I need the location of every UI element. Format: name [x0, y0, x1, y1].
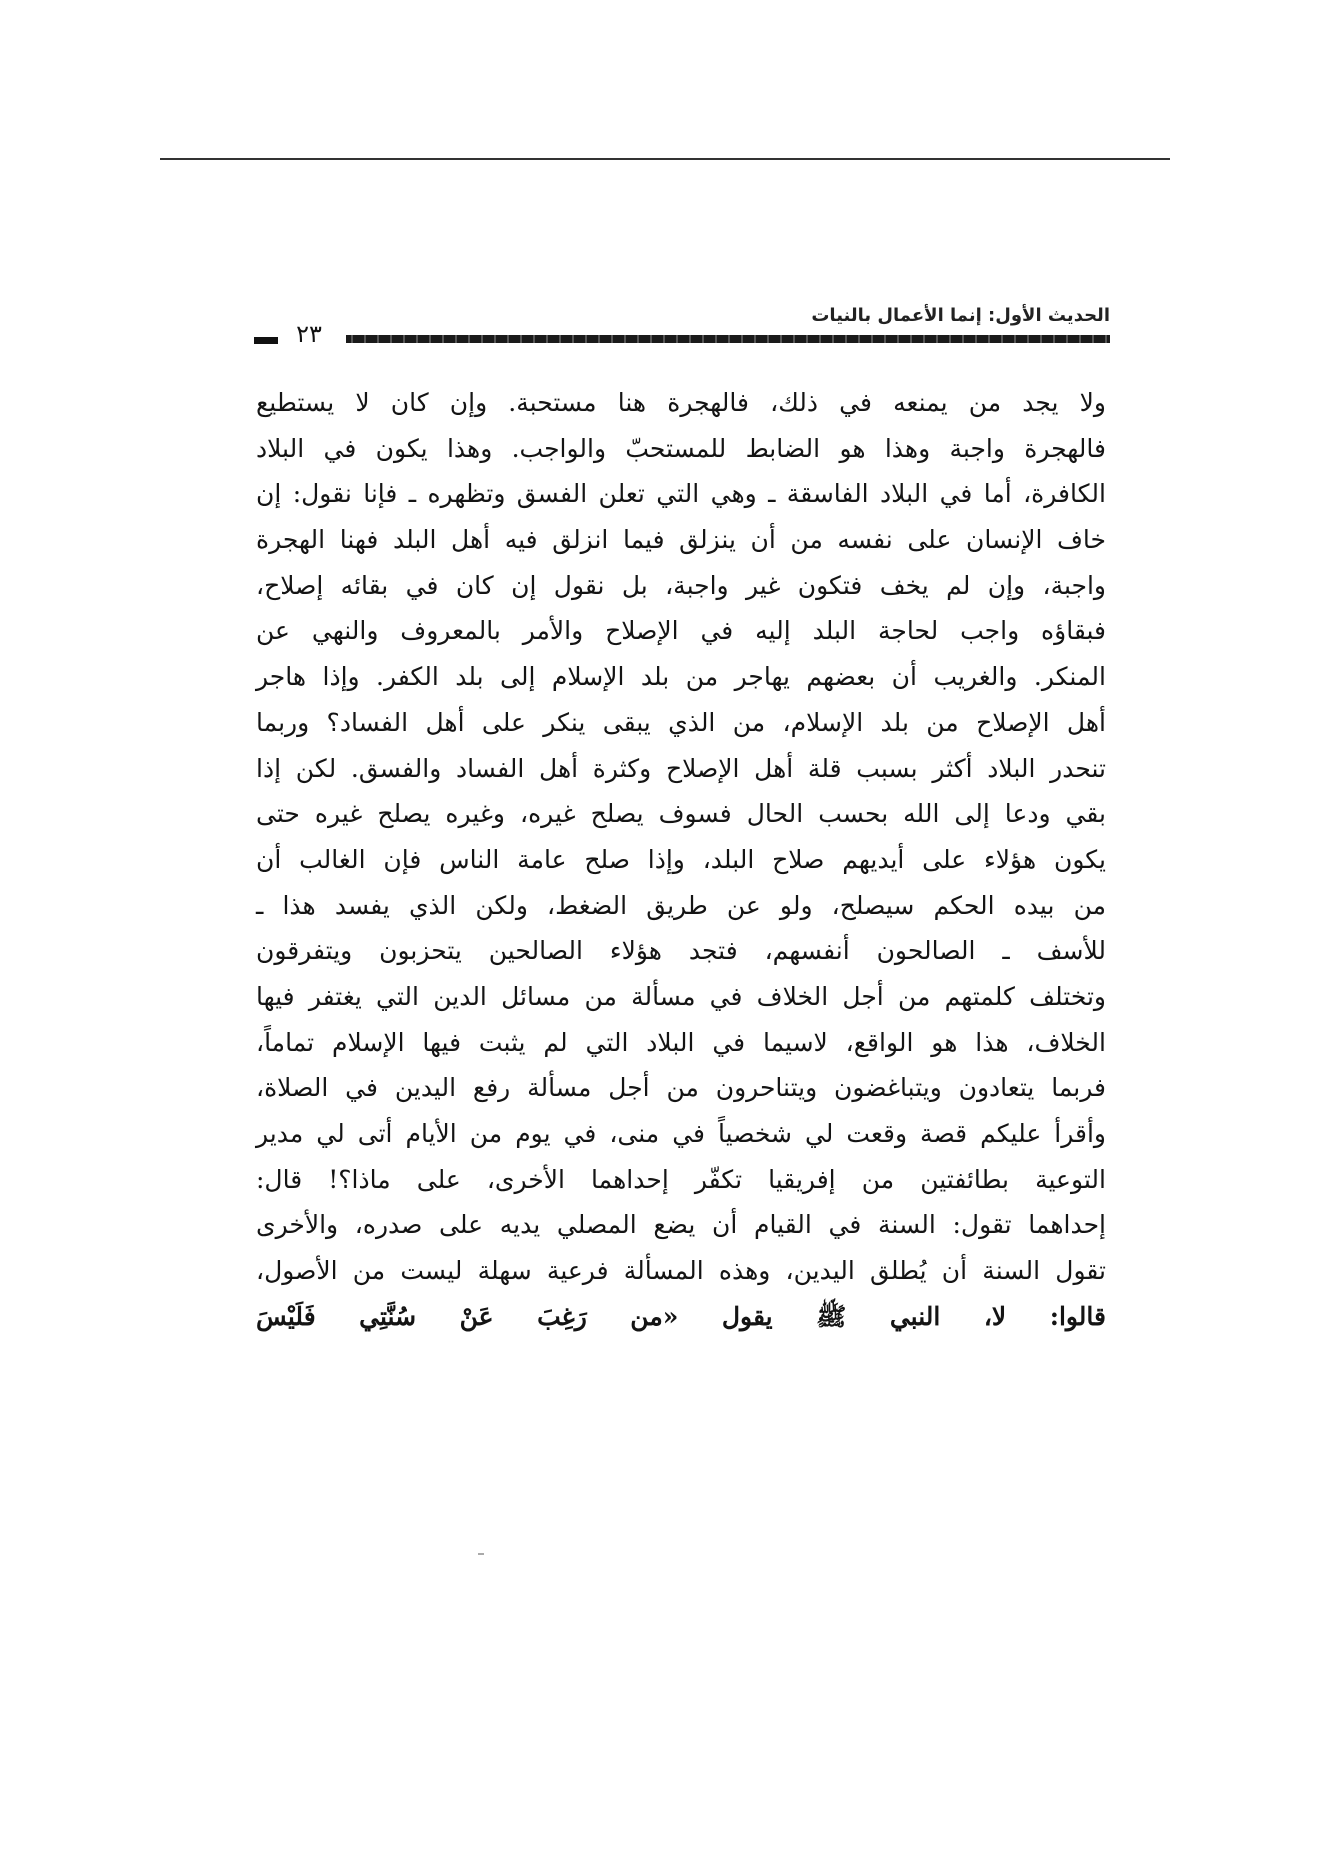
text-line: يكون هؤلاء على أيديهم صلاح البلد، وإذا صلح عامة الناس فإن الغالب أن [256, 844, 1106, 874]
header-marker [254, 337, 278, 344]
text-line: واجبة، وإن لم يخف فتكون غير واجبة، بل نقول إن كان في بقائه إصلاح، [256, 570, 1106, 600]
text-line: بقي ودعا إلى الله بحسب الحال فسوف يصلح غيره، وغيره يصلح غيره حتى [256, 799, 1106, 829]
text-line-hadith: قالوا: لا، النبي ﷺ يقول «من رَغِبَ عَنْ سُنَّتِي فَلَيْسَ [256, 1301, 1106, 1331]
text-line: من بيده الحكم سيصلح، ولو عن طريق الضغط، ولكن الذي يفسد هذا ـ [256, 890, 1106, 920]
text-line: تنحدر البلاد أكثر بسبب قلة أهل الإصلاح وكثرة أهل الفساد والفسق. لكن إذا [256, 753, 1106, 783]
footer-mark [478, 1553, 484, 1555]
text-line: الخلاف، هذا هو الواقع، لاسيما في البلاد التي لم يثبت فيها الإسلام تماماً، [256, 1027, 1106, 1057]
text-line: أهل الإصلاح من بلد الإسلام، من الذي يبقى ينكر على أهل الفساد؟ وربما [256, 707, 1106, 737]
text-line: تقول السنة أن يُطلق اليدين، وهذه المسألة فرعية سهلة ليست من الأصول، [256, 1256, 1106, 1286]
text-line: المنكر. والغريب أن بعضهم يهاجر من بلد الإسلام إلى بلد الكفر. وإذا هاجر [256, 662, 1106, 692]
text-line: الكافرة، أما في البلاد الفاسقة ـ وهي التي تعلن الفسق وتظهره ـ فإنا نقول: إن [256, 479, 1106, 509]
text-line: فبقاؤه واجب لحاجة البلد إليه في الإصلاح والأمر بالمعروف والنهي عن [256, 616, 1106, 646]
text-line: التوعية بطائفتين من إفريقيا تكفّر إحداهما الأخرى، على ماذا؟! قال: [256, 1164, 1106, 1194]
text-line: إحداهما تقول: السنة في القيام أن يضع المصلي يديه على صدره، والأخرى [256, 1210, 1106, 1240]
page-number: ٢٣ [296, 320, 322, 348]
text-line: ولا يجد من يمنعه في ذلك، فالهجرة هنا مستحبة. وإن كان لا يستطيع [256, 388, 1106, 417]
text-line: فربما يتعادون ويتباغضون ويتناحرون من أجل مسألة رفع اليدين في الصلاة، [256, 1073, 1106, 1103]
top-rule [160, 158, 1170, 160]
text-line: خاف الإنسان على نفسه من أن ينزلق فيما انزلق فيه أهل البلد فهنا الهجرة [256, 525, 1106, 555]
text-line: فالهجرة واجبة وهذا هو الضابط للمستحبّ والواجب. وهذا يكون في البلاد [256, 433, 1106, 463]
text-line: وأقرأ عليكم قصة وقعت لي شخصياً في منى، في يوم من الأيام أتى لي مدير [256, 1119, 1106, 1148]
header-bar [254, 320, 1110, 350]
body-text [256, 380, 1106, 1339]
header-rule [346, 335, 1110, 343]
text-line: للأسف ـ الصالحون أنفسهم، فتجد هؤلاء الصالحين يتحزبون ويتفرقون [256, 936, 1106, 966]
text-line: وتختلف كلمتهم من أجل الخلاف في مسألة من مسائل الدين التي يغتفر فيها [256, 981, 1106, 1011]
running-header: الحديث الأول: إنما الأعمال بالنيات [811, 305, 1110, 326]
